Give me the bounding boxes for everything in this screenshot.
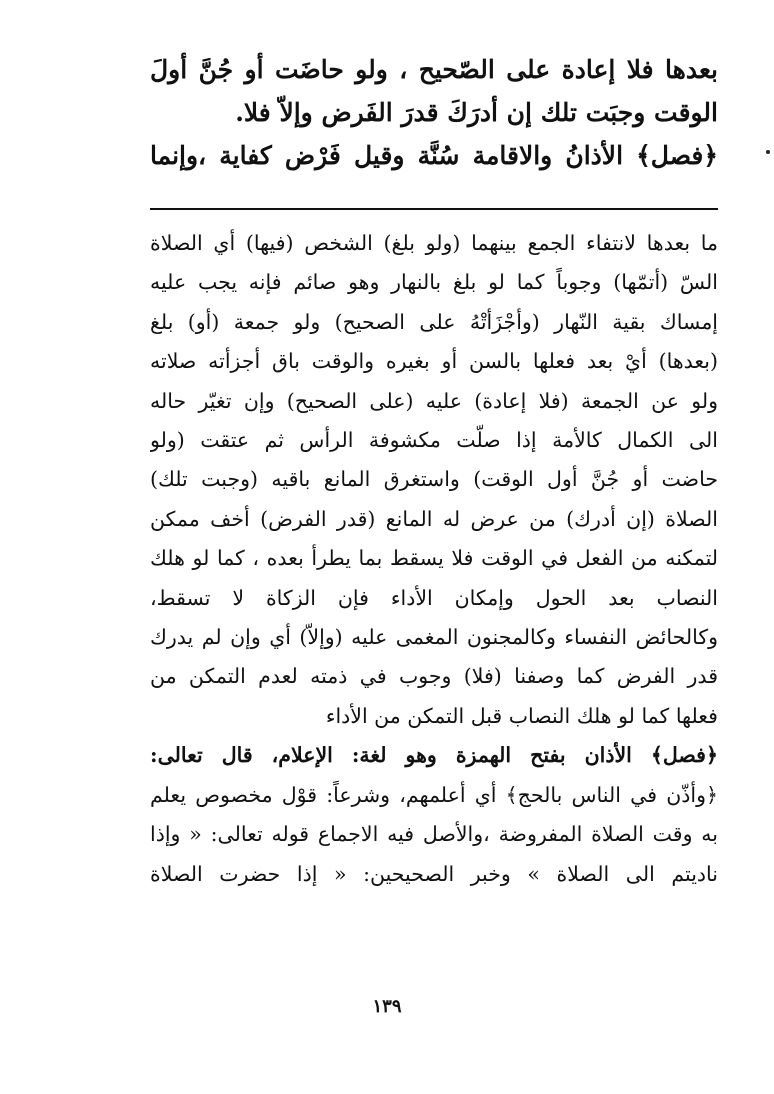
commentary-line: ولو عن الجمعة (فلا إعادة) عليه (على الصحيح) وإن تغيّر حاله <box>150 388 718 413</box>
matn-line: بعدها فلا إعادة على الصّحيح ، ولو حاضَت أو جُنَّ أولَ <box>150 55 718 84</box>
commentary-line: ما بعدها لانتفاء الجمع بينهما (ولو بلغ) الشخص (فيها) أي الصلاة <box>150 231 718 255</box>
commentary-line: به وقت الصلاة المفروضة ،والأصل فيه الاجماع قوله تعالى: « وإذا <box>150 822 718 847</box>
commentary-line: إمساك بقية النّهار (وأجْزَأتْهُ على الصحيح) ولو جمعة (أو) بلغ <box>150 309 718 334</box>
commentary-line: السّ (أتمّها) وجوباً كما لو بلغ بالنهار وهو صائم فإنه يجب عليه <box>150 270 718 295</box>
commentary-text-block <box>150 224 718 894</box>
commentary-line: (بعدها) أيْ بعد فعلها بالسن أو بغيره والوقت باق أجزأته صلاته <box>150 349 718 374</box>
commentary-line: ﴿وأذّن في الناس بالحج﴾ أي أعلمهم، وشرعاً: قوْل مخصوص يعلم <box>150 782 718 807</box>
matn-line: ﴿فصل﴾ الأذانُ والاقامة سُنَّة وقيل فَرْض كفاية ،وإنما <box>150 141 718 170</box>
commentary-line: الصلاة (إن أدرك) من عرض له المانع (قدر الفرض) أخف ممكن <box>150 506 718 531</box>
section-heading-line: ﴿فصل﴾ الأذان بفتح الهمزة وهو لغة: الإعلام، قال تعالى: <box>150 743 718 768</box>
matn-line: الوقت وجبَت تلك إن أدرَكَ قدرَ الفَرض وإلاّ فلا. <box>235 98 718 127</box>
commentary-line: النصاب بعد الحول وإمكان الأداء فإن الزكاة لا تسقط، <box>150 585 718 610</box>
matn-text-block <box>150 48 718 177</box>
commentary-line: فعلها كما لو هلك النصاب قبل التمكن من الأداء <box>325 703 718 728</box>
commentary-line: وكالحائض النفساء وكالمجنون المغمى عليه (وإلاّ) أي وإن لم يدرك <box>150 625 718 650</box>
separator-rule <box>150 208 718 210</box>
page-number: ١٣٩ <box>372 996 402 1017</box>
commentary-line: لتمكنه من الفعل في الوقت فلا يسقط بما يطرأ بعده ، كما لو هلك <box>150 546 718 571</box>
scan-speck <box>766 150 770 154</box>
commentary-line: ناديتم الى الصلاة » وخبر الصحيحين: « إذا حضرت الصلاة <box>150 861 718 886</box>
commentary-line: الى الكمال كالأمة إذا صلّت مكشوفة الرأس ثم عتقت (ولو <box>150 428 718 453</box>
commentary-line: قدر الفرض كما وصفنا (فلا) وجوب في ذمته لعدم التمكن من <box>150 664 718 689</box>
commentary-line: حاضت أو جُنَّ أول الوقت) واستغرق المانع باقيه (وجبت تلك) <box>150 467 718 492</box>
